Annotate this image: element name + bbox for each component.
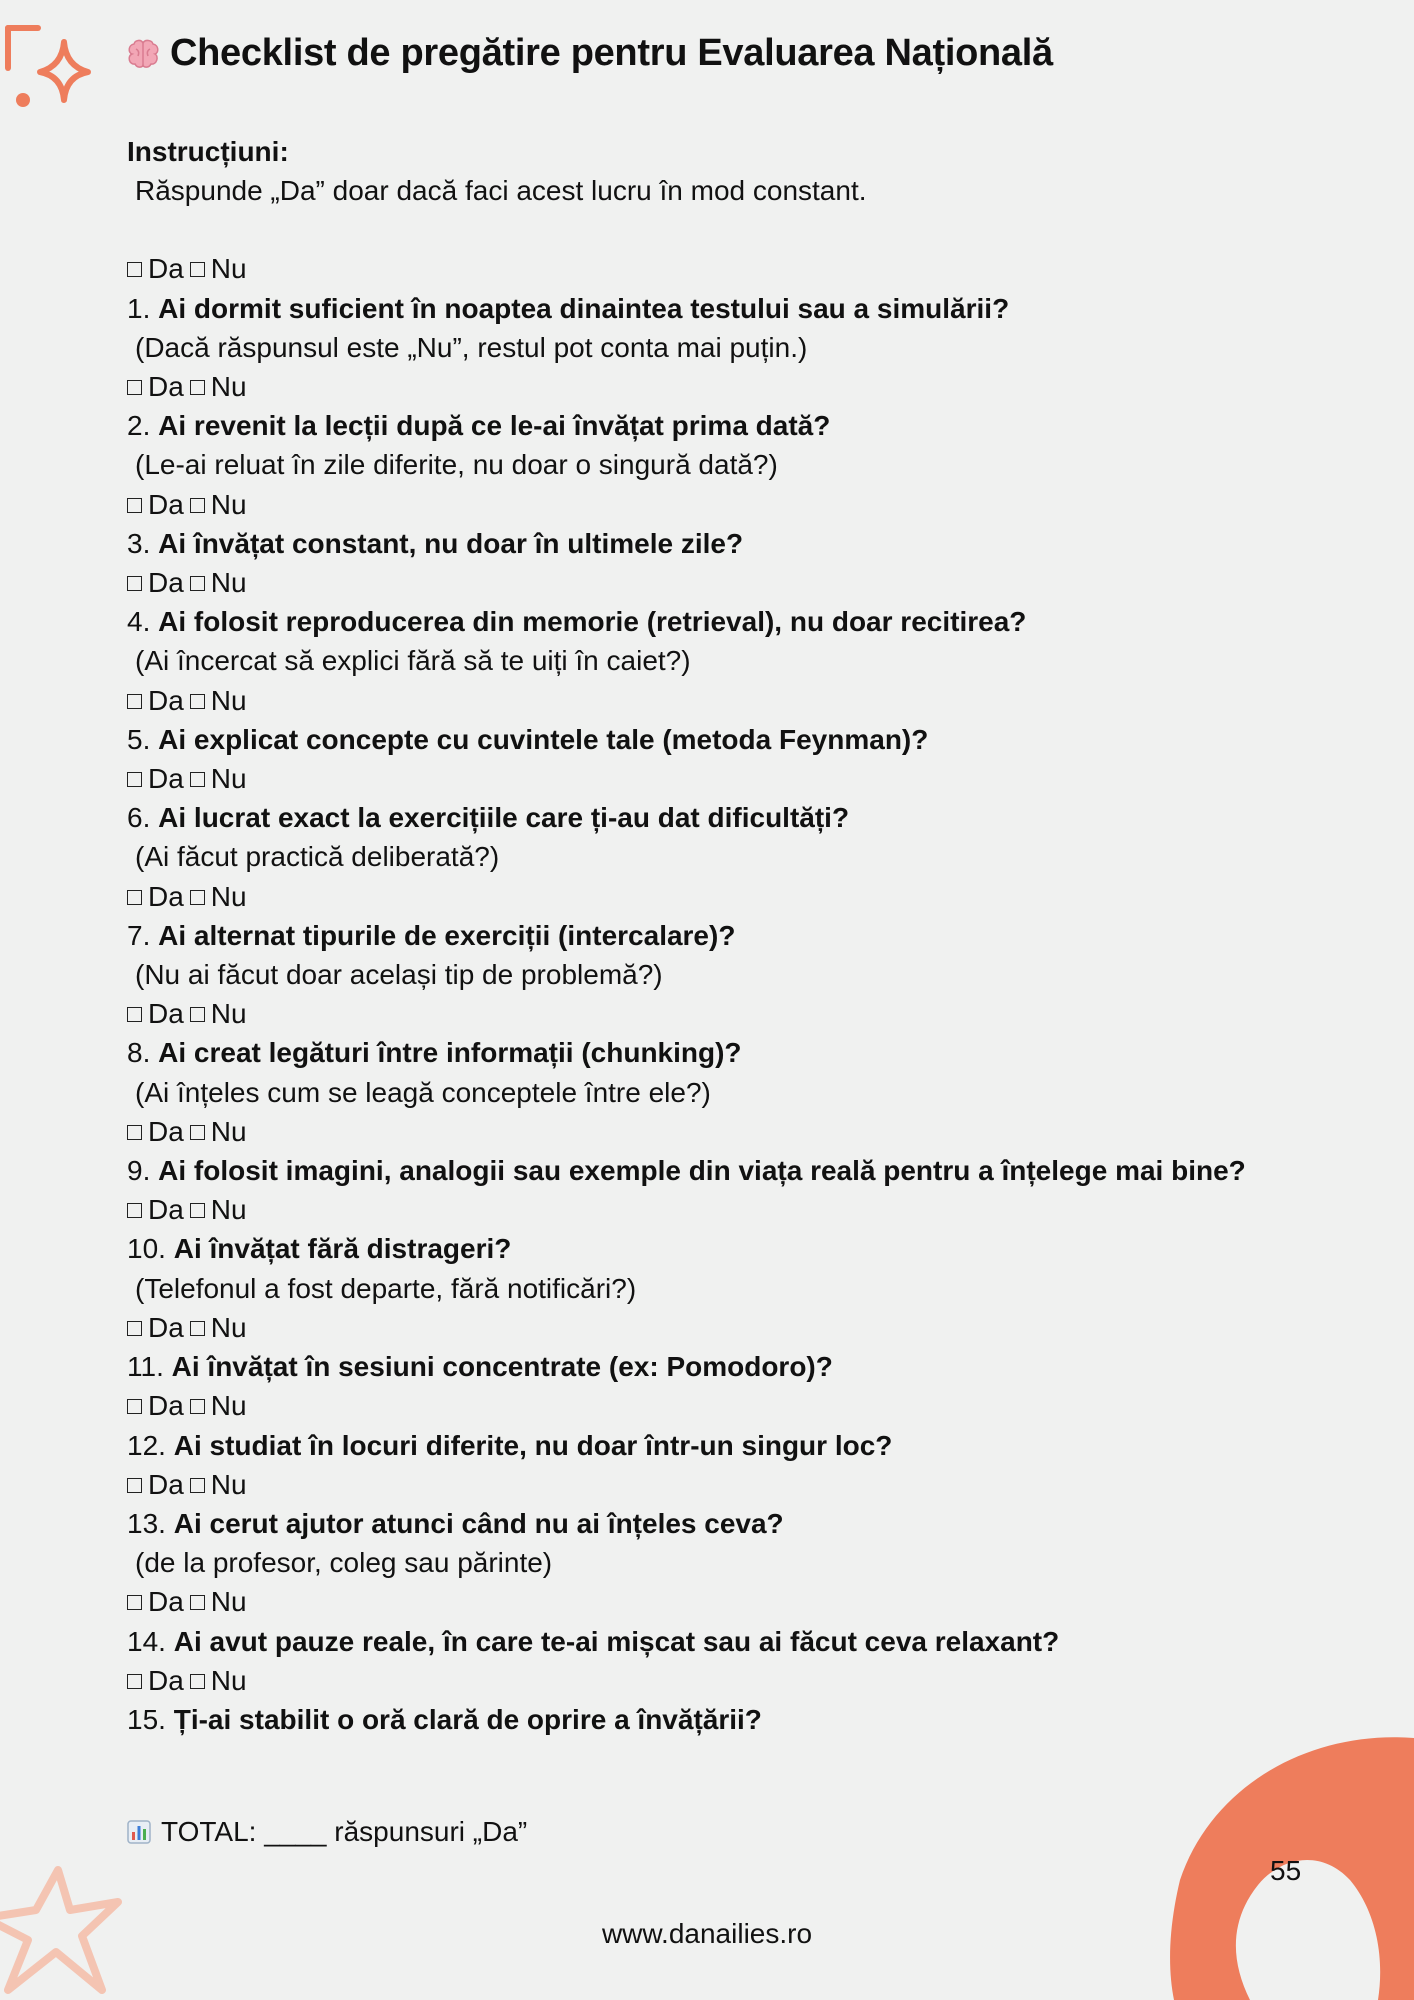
question-item (127, 1426, 1307, 1465)
answer-options (127, 1112, 1307, 1151)
option-label-da: Da (148, 998, 184, 1030)
checkbox-da[interactable] (127, 380, 142, 395)
option-label-da: Da (148, 1115, 184, 1147)
question-note: (Ai înțeles cum se leagă conceptele între ele?) (135, 1076, 711, 1108)
question-number: 9. (127, 1155, 151, 1187)
answer-options (127, 759, 1307, 798)
checkbox-da[interactable] (127, 1203, 142, 1218)
question-item (127, 406, 1307, 445)
option-label-da: Da (148, 880, 184, 912)
option-label-nu: Nu (210, 763, 247, 795)
checkbox-nu[interactable] (190, 498, 205, 513)
checkbox-nu[interactable] (190, 576, 205, 591)
question-text: Ți-ai stabilit o oră clară de oprire a învățării? (173, 1703, 762, 1735)
checkbox-nu[interactable] (190, 890, 205, 905)
question-item (127, 289, 1307, 328)
question-text: Ai folosit imagini, analogii sau exemple din viața reală pentru a înțelege mai bine? (158, 1155, 1246, 1187)
answer-options (127, 485, 1307, 524)
checkbox-da[interactable] (127, 1478, 142, 1493)
question-text: Ai avut pauze reale, în care te-ai mișcat sau ai făcut ceva relaxant? (173, 1625, 1060, 1657)
checkbox-da[interactable] (127, 498, 142, 513)
option-label-nu: Nu (210, 1390, 247, 1422)
question-number: 2. (127, 410, 151, 442)
answer-options (127, 1465, 1307, 1504)
brain-icon (126, 39, 160, 69)
answer-options (127, 877, 1307, 916)
question-text: Ai alternat tipurile de exerciții (intercalare)? (158, 919, 736, 951)
option-label-da: Da (148, 371, 184, 403)
checkbox-nu[interactable] (190, 1595, 205, 1610)
checkbox-da[interactable] (127, 1595, 142, 1610)
instructions-heading: Instrucțiuni: (127, 136, 289, 167)
question-text: Ai învățat constant, nu doar în ultimele zile? (158, 527, 744, 559)
checkbox-nu[interactable] (190, 1399, 205, 1414)
checkbox-da[interactable] (127, 576, 142, 591)
checkbox-nu[interactable] (190, 1007, 205, 1022)
checkbox-nu[interactable] (190, 1203, 205, 1218)
question-note: (Dacă răspunsul este „Nu”, restul pot conta mai puțin.) (135, 331, 808, 363)
answer-options (127, 563, 1307, 602)
question-note: (Ai făcut practică deliberată?) (135, 841, 500, 873)
question-text: Ai învățat în sesiuni concentrate (ex: Pomodoro)? (171, 1351, 833, 1383)
answer-options (127, 1190, 1307, 1229)
question-text: Ai creat legături între informații (chunking)? (158, 1037, 742, 1069)
checkbox-nu[interactable] (190, 772, 205, 787)
question-number: 7. (127, 919, 151, 951)
question-text: Ai explicat concepte cu cuvintele tale (metoda Feynman)? (158, 723, 929, 755)
checkbox-da[interactable] (127, 1007, 142, 1022)
question-text: Ai revenit la lecții după ce le-ai învățat prima dată? (158, 410, 831, 442)
question-item (127, 798, 1307, 837)
option-label-nu: Nu (210, 1194, 247, 1226)
checkbox-nu[interactable] (190, 262, 205, 277)
question-note: (Le-ai reluat în zile diferite, nu doar o singură dată?) (135, 449, 778, 481)
question-number: 14. (127, 1625, 166, 1657)
question-item (127, 916, 1307, 955)
option-label-nu: Nu (210, 1468, 247, 1500)
option-label-nu: Nu (210, 1115, 247, 1147)
option-label-nu: Nu (210, 1664, 247, 1696)
question-number: 8. (127, 1037, 151, 1069)
question-item (127, 1622, 1307, 1661)
option-label-da: Da (148, 1586, 184, 1618)
question-item (127, 1151, 1307, 1190)
answer-options (127, 367, 1307, 406)
question-note: (de la profesor, coleg sau părinte) (135, 1547, 553, 1579)
option-label-da: Da (148, 1194, 184, 1226)
option-label-da: Da (148, 1311, 184, 1343)
checkbox-nu[interactable] (190, 380, 205, 395)
question-item (127, 1229, 1307, 1268)
question-item (127, 524, 1307, 563)
checkbox-da[interactable] (127, 694, 142, 709)
question-item (127, 1033, 1307, 1072)
spacer (127, 210, 1307, 249)
question-note: (Ai încercat să explici fără să te uiți în caiet?) (135, 645, 691, 677)
answer-options (127, 1661, 1307, 1700)
option-label-nu: Nu (210, 371, 247, 403)
question-item (127, 1347, 1307, 1386)
question-number: 4. (127, 606, 151, 638)
page-title (126, 32, 1053, 75)
checkbox-da[interactable] (127, 1321, 142, 1336)
question-number: 11. (127, 1351, 164, 1383)
question-text: Ai folosit reproducerea din memorie (retrieval), nu doar recitirea? (158, 606, 1027, 638)
option-label-nu: Nu (210, 1311, 247, 1343)
footer-link[interactable]: www.danailies.ro (601, 1918, 813, 1949)
option-label-da: Da (148, 567, 184, 599)
option-label-nu: Nu (210, 253, 247, 285)
question-number: 10. (127, 1233, 166, 1265)
option-label-da: Da (148, 253, 184, 285)
checkbox-da[interactable] (127, 1674, 142, 1689)
question-note: (Nu ai făcut doar același tip de problemă?) (135, 959, 663, 991)
question-note: (Telefonul a fost departe, fără notificări?) (135, 1272, 637, 1304)
question-number: 3. (127, 527, 151, 559)
answer-options (127, 1582, 1307, 1621)
checkbox-nu[interactable] (190, 1321, 205, 1336)
page-title-text: Checklist de pregătire pentru Evaluarea Națională (170, 32, 1053, 74)
question-text: Ai lucrat exact la exercițiile care ți-au dat dificultăți? (158, 802, 850, 834)
question-item (127, 720, 1307, 759)
option-label-da: Da (148, 1390, 184, 1422)
answer-options (127, 249, 1307, 288)
question-number: 1. (127, 292, 151, 324)
page-number: 55 (1270, 1855, 1302, 1886)
option-label-da: Da (148, 488, 184, 520)
checkbox-da[interactable] (127, 890, 142, 905)
checklist (127, 132, 1307, 1739)
total-line (127, 1816, 527, 1848)
instructions-text: Răspunde „Da” doar dacă faci acest lucru în mod constant. (135, 175, 867, 207)
option-label-nu: Nu (210, 488, 247, 520)
option-label-nu: Nu (210, 567, 247, 599)
checkbox-nu[interactable] (190, 1674, 205, 1689)
question-item (127, 602, 1307, 641)
option-label-nu: Nu (210, 684, 247, 716)
checkbox-da[interactable] (127, 1125, 142, 1140)
answer-options (127, 1308, 1307, 1347)
checkbox-nu[interactable] (190, 694, 205, 709)
checkbox-da[interactable] (127, 262, 142, 277)
checkbox-da[interactable] (127, 1399, 142, 1414)
question-text: Ai învățat fără distrageri? (173, 1233, 512, 1265)
bar-chart-icon (127, 1820, 151, 1844)
answer-options (127, 681, 1307, 720)
question-number: 13. (127, 1507, 166, 1539)
option-label-nu: Nu (210, 998, 247, 1030)
question-item (127, 1504, 1307, 1543)
checkbox-nu[interactable] (190, 1478, 205, 1493)
checkbox-da[interactable] (127, 772, 142, 787)
question-number: 12. (127, 1429, 166, 1461)
question-text: Ai cerut ajutor atunci când nu ai înțeles ceva? (173, 1507, 784, 1539)
total-text: TOTAL: ____ răspunsuri „Da” (161, 1816, 528, 1847)
question-item (127, 1700, 1307, 1739)
answer-options (127, 994, 1307, 1033)
option-label-da: Da (148, 763, 184, 795)
question-number: 6. (127, 802, 151, 834)
option-label-nu: Nu (210, 1586, 247, 1618)
checkbox-nu[interactable] (190, 1125, 205, 1140)
sparkle-decoration-icon (0, 20, 100, 120)
option-label-da: Da (148, 684, 184, 716)
question-number: 15. (127, 1703, 166, 1735)
option-label-da: Da (148, 1468, 184, 1500)
option-label-nu: Nu (210, 880, 247, 912)
question-text: Ai studiat în locuri diferite, nu doar într-un singur loc? (173, 1429, 893, 1461)
question-number: 5. (127, 723, 151, 755)
option-label-da: Da (148, 1664, 184, 1696)
question-text: Ai dormit suficient în noaptea dinaintea testului sau a simulării? (158, 292, 1010, 324)
answer-options (127, 1386, 1307, 1425)
